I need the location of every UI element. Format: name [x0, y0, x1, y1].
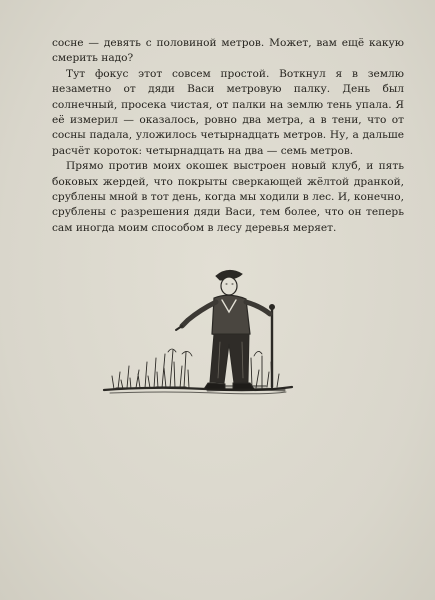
paragraph-3: Прямо против моих окошек выстроен новый клуб, и пять боковых жердей, что покрыты сверкающей жёлтой дранкой, срублены мной в тот день, когда мы ходили в лес. И, конечно, срублены с разрешения дяди Васи, тем более, что он теперь сам иногда моим способом в лесу деревья меряет. — [52, 160, 404, 234]
paragraph-1: сосне — девять с половиной метров. Может, вам ещё какую смерить надо? — [52, 37, 404, 65]
paragraph-2: Тут фокус этот совсем простой. Воткнул я в землю незаметно от дяди Васи метровую палку. День был солнечный, просека чистая, от палки на землю тень упала. Я её измерил — оказалось, ровно два метра, а в тени, что от сосны падала, уложилось четырнадцать метров. Ну, а дальше расчёт короток: четырнадцать на два — семь метров. — [52, 67, 404, 157]
boy-with-stick-illustration — [96, 262, 296, 412]
body-text — [52, 36, 404, 236]
